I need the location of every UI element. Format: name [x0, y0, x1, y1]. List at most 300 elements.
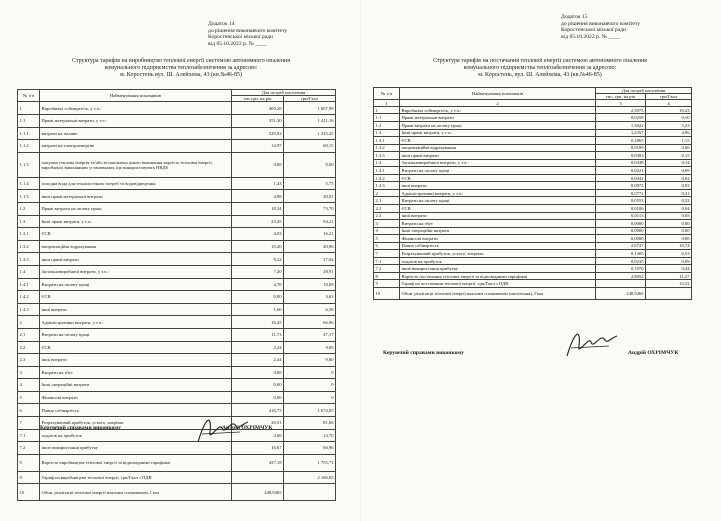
- row-value-annual: 0,00: [232, 152, 284, 177]
- row-name: Загальновиробничі витрати, у т.ч.:: [40, 265, 232, 278]
- row-value-per-gcal: 47,17: [284, 328, 336, 341]
- table-row: [374, 167, 692, 175]
- row-name: витрати на паливо: [40, 127, 232, 140]
- row-value-per-gcal: 40,96: [284, 240, 336, 253]
- row-value-annual: 0,0000: [596, 235, 646, 243]
- title-line: Структура тарифів на виробництво теплової енергії системою автономного опалення: [71, 58, 290, 64]
- row-name: Загальновиробничі витрати, у т.ч.:: [400, 159, 596, 167]
- table-row: [374, 189, 692, 197]
- row-value-annual: 18,34: [232, 202, 284, 215]
- row-value-annual: 1,43: [232, 177, 284, 190]
- row-value-per-gcal: 10,74: [646, 242, 692, 250]
- row-number: 3: [374, 220, 400, 228]
- document-title-left: [20, 58, 342, 80]
- title-line: комунального підприємства теплозабезпечення за адресою:: [463, 65, 617, 72]
- row-number: 1.2: [18, 202, 40, 215]
- row-number: 5: [18, 391, 40, 404]
- header-group: Для потреб населення: [232, 90, 336, 96]
- row-value-per-gcal: 13,52: [646, 280, 692, 288]
- row-value-annual: 20,31: [232, 417, 284, 430]
- table-row: [374, 114, 692, 122]
- row-value-per-gcal: 0: [284, 366, 336, 379]
- table-row: [18, 484, 336, 501]
- table-row: [18, 228, 336, 241]
- table-row: [18, 215, 336, 228]
- row-value-annual: 1,2357: [596, 129, 646, 137]
- row-name: Тариф на постачання теплової енергії, грн/Гкал з ПДВ: [400, 280, 596, 288]
- row-number: 1.3.3: [18, 253, 40, 266]
- row-value-per-gcal: 0,03: [646, 182, 692, 190]
- table-row: [18, 354, 336, 367]
- row-value-per-gcal: 1,15: [646, 137, 692, 145]
- row-name: Адміністративні витрати, у т.ч.:: [40, 316, 232, 329]
- row-value-per-gcal: 3,63: [284, 291, 336, 304]
- table-row: [374, 242, 692, 250]
- row-number: 7.1: [18, 429, 40, 442]
- row-value-per-gcal: 0,00: [646, 227, 692, 235]
- table-row: [374, 272, 692, 280]
- row-name: Обсяг реалізації теплової енергії власним споживачам, Гкал: [40, 484, 232, 501]
- row-number: 1.4: [374, 159, 400, 167]
- annex-line: Коростенської міської ради: [208, 34, 274, 41]
- table-row: [374, 182, 692, 190]
- row-value-annual: 0,0338: [596, 159, 646, 167]
- table-row: [18, 404, 336, 417]
- annex-number: Додаток 14: [208, 21, 235, 27]
- row-number: 7: [374, 250, 400, 258]
- table-row: [18, 190, 336, 203]
- row-value-annual: 0,0106: [596, 205, 646, 213]
- row-value-annual: 0,0000: [596, 227, 646, 235]
- annex-date: від 05.10.2022 р. № ____: [208, 40, 267, 47]
- table-row: [374, 144, 692, 152]
- row-value-per-gcal: 37,04: [284, 253, 336, 266]
- row-value-annual: 2,24: [232, 341, 284, 354]
- title-address: м. Коростень вул. Ш. Алейхема, 43 (кв.№46-85): [119, 72, 243, 79]
- header-col-1: тис. грн. на рік: [596, 94, 646, 100]
- row-number: 7: [18, 417, 40, 430]
- row-value-per-gcal: 0,10: [646, 114, 692, 122]
- row-name: Витрати на збут: [40, 366, 232, 379]
- header-name: Найменування показників: [400, 88, 596, 100]
- table-row: [18, 454, 336, 471]
- column-number: 1: [374, 100, 400, 107]
- row-value-per-gcal: 3,66: [646, 144, 692, 152]
- row-name: інші витрати: [40, 354, 232, 367]
- row-value-annual: 9,22: [232, 253, 284, 266]
- row-name: Витрати на збут: [400, 220, 596, 228]
- row-name: Обсяг реалізації теплової енергії власним споживачам (населення), Гкал: [400, 288, 596, 300]
- row-value-annual: 0,00: [232, 391, 284, 404]
- row-number: 10: [374, 288, 400, 300]
- row-number: 6: [374, 242, 400, 250]
- table-row: [18, 102, 336, 115]
- table-row: [374, 122, 692, 130]
- row-value-per-gcal: 0,09: [646, 167, 692, 175]
- row-value-annual: 437,18: [232, 454, 284, 471]
- row-value-annual: 3,66: [232, 429, 284, 442]
- row-value-per-gcal: 1 325,25: [284, 127, 336, 140]
- row-number: 1.3.3: [374, 152, 400, 160]
- row-value-per-gcal: 5,75: [284, 177, 336, 190]
- row-value-annual: 2,5975: [596, 106, 646, 114]
- row-name: інше використання прибутку: [400, 265, 596, 273]
- annex-header-left: [208, 21, 287, 47]
- row-number: 2.2: [18, 341, 40, 354]
- table-row: [374, 227, 692, 235]
- row-value-annual: 0,0113: [596, 212, 646, 220]
- table-row: [374, 250, 692, 258]
- row-name: ЄСВ: [400, 205, 596, 213]
- row-number: 1.3.2: [18, 240, 40, 253]
- row-value-per-gcal: 0,44: [646, 265, 692, 273]
- row-value-per-gcal: 2 106,85: [284, 471, 336, 484]
- header-col-1: тис.грн. на рік: [232, 96, 284, 102]
- header-num: № з/п: [374, 88, 400, 100]
- row-value-annual: 2,6747: [596, 242, 646, 250]
- row-value-annual: 0,0221: [596, 167, 646, 175]
- row-value-annual: 16,67: [232, 442, 284, 455]
- row-name: інші витрати: [400, 212, 596, 220]
- row-number: 8: [18, 454, 40, 471]
- table-row: [18, 115, 336, 128]
- annex-date: від 05.10.2022 р. № ____: [561, 33, 620, 40]
- row-name: Прямі матеріальні витрати: [400, 114, 596, 122]
- row-value-annual: 1,60: [232, 303, 284, 316]
- row-value-per-gcal: 1 755,71: [284, 454, 336, 471]
- row-value-per-gcal: 10,43: [646, 106, 692, 114]
- table-row: [18, 341, 336, 354]
- row-value-annual: 0,0235: [596, 257, 646, 265]
- row-value-annual: 0,1305: [596, 250, 646, 258]
- row-value-annual: 2,8052: [596, 272, 646, 280]
- row-name: інше використання прибутку: [40, 442, 232, 455]
- row-value-per-gcal: 20,01: [284, 190, 336, 203]
- table-row: [374, 265, 692, 273]
- row-name: Вартість виробництва теплової енергії за відповідними тарифами: [40, 454, 232, 471]
- row-value-per-gcal: 66,06: [284, 316, 336, 329]
- header-name: Найменування показників: [40, 90, 232, 102]
- row-name: витрати на електроенергію: [40, 140, 232, 153]
- row-value-annual: 0,00: [232, 379, 284, 392]
- row-value-annual: 11,73: [232, 328, 284, 341]
- row-number: 1.4.3: [18, 303, 40, 316]
- table-row: [18, 291, 336, 304]
- row-number: 1.1.5: [18, 190, 40, 203]
- header-num: № з/п: [18, 90, 40, 102]
- table-row: [374, 197, 692, 205]
- document-title-right: [379, 58, 701, 80]
- row-number: 1.3: [18, 215, 40, 228]
- row-value-per-gcal: 5,23: [646, 122, 692, 130]
- row-number: 1.3.1: [18, 228, 40, 241]
- row-value-per-gcal: 0,14: [646, 159, 692, 167]
- table-row: [18, 303, 336, 316]
- row-value-annual: 4,70: [232, 278, 284, 291]
- row-name: холодна вода для технологічних потреб та водовідведення: [40, 177, 232, 190]
- row-name: ЄСВ: [40, 228, 232, 241]
- row-value-per-gcal: 0,31: [646, 189, 692, 197]
- row-number: 1.3.2: [374, 144, 400, 152]
- row-number: 2: [374, 189, 400, 197]
- row-name: Фінансові витрати: [400, 235, 596, 243]
- row-value-annual: 0,0258: [596, 114, 646, 122]
- row-number: 2.2: [374, 205, 400, 213]
- row-value-per-gcal: 60,15: [284, 140, 336, 153]
- row-number: 1.4: [18, 265, 40, 278]
- row-name: податок на прибуток: [400, 257, 596, 265]
- row-value-per-gcal: 16,21: [284, 228, 336, 241]
- table-row: [18, 127, 336, 140]
- annex-header-right: [561, 14, 640, 40]
- row-name: Виробнича собівартість, у т.ч.:: [400, 106, 596, 114]
- row-name: інші витрати: [400, 182, 596, 190]
- row-value-annual: 4,98: [232, 190, 284, 203]
- table-row: [374, 220, 692, 228]
- row-number: 1: [374, 106, 400, 114]
- row-number: 9: [374, 280, 400, 288]
- row-name: Повна собівартість: [400, 242, 596, 250]
- row-value-per-gcal: 0,04: [646, 205, 692, 213]
- row-name: Витрати на оплату праці: [400, 197, 596, 205]
- row-number: 1.3.1: [374, 137, 400, 145]
- table-row: [18, 471, 336, 484]
- table-row: [374, 106, 692, 114]
- table-row: [18, 328, 336, 341]
- row-value-annual: 0,00: [232, 366, 284, 379]
- row-number: 7.1: [374, 257, 400, 265]
- header-col-2: грн/Гкал: [284, 96, 336, 102]
- row-name: Виробнича собівартість, у т.ч.:: [40, 102, 232, 115]
- row-number: 1.1.1: [18, 127, 40, 140]
- row-value-per-gcal: 11,27: [646, 272, 692, 280]
- table-row: [18, 177, 336, 190]
- table-row: [374, 212, 692, 220]
- row-name: амортизаційні відрахування: [400, 144, 596, 152]
- row-value-per-gcal: 1 674,05: [284, 404, 336, 417]
- row-name: Вартість постачання теплової енергії за відповідними тарифами: [400, 272, 596, 280]
- row-name: ЄСВ: [40, 291, 232, 304]
- row-number: 1.4.2: [374, 174, 400, 182]
- row-name: ЄСВ: [40, 341, 232, 354]
- table-row: [374, 129, 692, 137]
- row-value-annual: 0,9109: [596, 144, 646, 152]
- row-value-per-gcal: 94,21: [284, 215, 336, 228]
- table-row: [374, 235, 692, 243]
- row-value-per-gcal: 66,96: [284, 442, 336, 455]
- row-number: 5: [374, 235, 400, 243]
- table-row: [18, 429, 336, 442]
- row-value-per-gcal: 9,09: [284, 341, 336, 354]
- table-row: [18, 391, 336, 404]
- row-value-per-gcal: 81,66: [284, 417, 336, 430]
- row-value-per-gcal: 1 411,16: [284, 115, 336, 128]
- table-row: [18, 278, 336, 291]
- title-address: м. Коростень, вул. Ш. Алейхема, 43 (кв.№46-85): [478, 72, 602, 79]
- annex-line: Коростенської міської ради: [561, 27, 627, 34]
- row-number: 3: [18, 366, 40, 379]
- table-row: [18, 202, 336, 215]
- row-name: Інші операційні витрати: [40, 379, 232, 392]
- row-name: Витрати на оплату праці: [400, 167, 596, 175]
- row-number: 1.4.1: [374, 167, 400, 175]
- row-name: Повна собівартість: [40, 404, 232, 417]
- tariff-table-right: [373, 87, 692, 300]
- row-value-annual: 10,20: [232, 240, 284, 253]
- row-value-per-gcal: 0,00: [284, 152, 336, 177]
- row-name: Прямі витрати на оплату праці: [400, 122, 596, 130]
- row-name: Прямі витрати на оплату праці: [40, 202, 232, 215]
- row-name: інші прямі матеріальні витрати: [40, 190, 232, 203]
- row-name: Адміністративні витрати, у т.ч.:: [400, 189, 596, 197]
- row-number: 7.2: [18, 442, 40, 455]
- row-number: 1: [18, 102, 40, 115]
- row-value-annual: 16,45: [232, 316, 284, 329]
- row-value-per-gcal: 0: [284, 391, 336, 404]
- table-row: [18, 316, 336, 329]
- row-number: 4: [18, 379, 40, 392]
- row-number: 4: [374, 227, 400, 235]
- row-name: ЄСВ: [400, 174, 596, 182]
- row-value-per-gcal: [646, 288, 692, 300]
- annex-number: Додаток 15: [561, 14, 588, 20]
- row-value-annual: 0,0383: [596, 152, 646, 160]
- row-number: 2.3: [18, 354, 40, 367]
- row-value-annual: 0,2865: [596, 137, 646, 145]
- row-name: інші прямі витрати: [400, 152, 596, 160]
- table-row: [18, 140, 336, 153]
- column-number: 2: [400, 100, 596, 107]
- row-value-per-gcal: [284, 484, 336, 501]
- handwritten-signature: [561, 326, 621, 360]
- row-name: Прямі матеріальні витрати, у т.ч.:: [40, 115, 232, 128]
- table-row: [374, 257, 692, 265]
- signer-name: Андрій ОХРІМЧУК: [628, 350, 679, 356]
- row-number: 2: [18, 316, 40, 329]
- row-number: 10: [18, 484, 40, 501]
- row-value-per-gcal: 4,96: [646, 129, 692, 137]
- row-value-per-gcal: 28,91: [284, 265, 336, 278]
- table-row: [374, 205, 692, 213]
- row-name: інші прямі витрати: [40, 253, 232, 266]
- signer-name: Андрій ОХРІМЧУК: [222, 425, 273, 431]
- header-group: Для потреб населення: [596, 88, 692, 94]
- row-name: покупна теплова енергія та/або встановлена ціною виконання вартість теплової енергії, виробленої виконанням установками, що використовують НВДЕ: [40, 152, 232, 177]
- row-number: 1.1.3: [18, 152, 40, 177]
- table-row: [18, 265, 336, 278]
- row-number: 1.4.3: [374, 182, 400, 190]
- row-value-per-gcal: 73,70: [284, 202, 336, 215]
- table-row: [374, 174, 692, 182]
- table-row: [374, 137, 692, 145]
- row-value-annual: 1,3022: [596, 122, 646, 130]
- signer-title: Керуючий справами виконкому: [383, 350, 464, 356]
- row-value-annual: 248,9465: [596, 288, 646, 300]
- row-number: 1.1: [374, 114, 400, 122]
- row-name: Фінансові витрати: [40, 391, 232, 404]
- row-name: інші витрати: [40, 303, 232, 316]
- row-number: 6: [18, 404, 40, 417]
- table-row: [374, 159, 692, 167]
- row-value-per-gcal: 0,00: [646, 220, 692, 228]
- row-name: Розрахунковий прибуток, усього, зокрема:: [400, 250, 596, 258]
- row-value-annual: 7,20: [232, 265, 284, 278]
- row-value-per-gcal: 0,22: [646, 197, 692, 205]
- right-document-page: [361, 0, 721, 521]
- table-row: [18, 240, 336, 253]
- row-value-per-gcal: 6,39: [284, 303, 336, 316]
- title-line: Структура тарифів на постачання теплової енергії системою автономного опалення: [433, 58, 647, 64]
- table-row: [18, 442, 336, 455]
- row-value-annual: 329,92: [232, 127, 284, 140]
- annex-line: до рішення виконавчого комітету: [208, 27, 288, 34]
- row-value-per-gcal: 18,89: [284, 278, 336, 291]
- row-value-annual: 351,30: [232, 115, 284, 128]
- row-name: Витрати на оплату праці: [40, 278, 232, 291]
- row-number: 8: [374, 272, 400, 280]
- row-value-annual: 2,44: [232, 354, 284, 367]
- row-number: 1.4.2: [18, 291, 40, 304]
- row-name: Тариф на виробництво теплової енергії, грн/Гкал з ПДВ: [40, 471, 232, 484]
- row-name: амортизаційні відрахування: [40, 240, 232, 253]
- row-value-per-gcal: 0: [284, 379, 336, 392]
- row-number: 1.1: [18, 115, 40, 128]
- row-value-annual: 0,0553: [596, 197, 646, 205]
- row-number: 9: [18, 471, 40, 484]
- row-value-annual: 416,73: [232, 404, 284, 417]
- row-value-annual: 0,0000: [596, 220, 646, 228]
- row-value-per-gcal: 9,80: [284, 354, 336, 367]
- row-value-per-gcal: 0,09: [646, 257, 692, 265]
- row-value-per-gcal: 14,70: [284, 429, 336, 442]
- table-row: [18, 379, 336, 392]
- row-number: 1.4.1: [18, 278, 40, 291]
- row-number: 1.1.2: [18, 140, 40, 153]
- row-value-annual: 23,45: [232, 215, 284, 228]
- row-name: Інші операційні витрати: [400, 227, 596, 235]
- table-row: [18, 152, 336, 177]
- table-row: [374, 288, 692, 300]
- header-col-2: грн/Гкал: [646, 94, 692, 100]
- row-value-per-gcal: 0,00: [646, 235, 692, 243]
- row-value-per-gcal: 0,15: [646, 152, 692, 160]
- row-value-per-gcal: 0,05: [646, 212, 692, 220]
- table-row: [374, 152, 692, 160]
- column-number: 3: [596, 100, 646, 107]
- title-line: комунального підприємства теплозабезпечення за адресою:: [104, 65, 258, 72]
- signer-title: Керуючий справами виконкому: [40, 425, 121, 431]
- table-row: [18, 253, 336, 266]
- row-number: 2.3: [374, 212, 400, 220]
- row-value-annual: 248,9465: [232, 484, 284, 501]
- table-row: [18, 366, 336, 379]
- row-name: Інші прямі витрати, у т.ч.:: [40, 215, 232, 228]
- row-value-annual: 0,0042: [596, 174, 646, 182]
- row-value-annual: [232, 471, 284, 484]
- row-number: 7.2: [374, 265, 400, 273]
- row-value-per-gcal: 1 607,99: [284, 102, 336, 115]
- row-value-annual: 0,0075: [596, 182, 646, 190]
- row-name: Витрати на оплату праці: [40, 328, 232, 341]
- tariff-table-left: [17, 89, 336, 501]
- row-number: 2.1: [374, 197, 400, 205]
- row-number: 2.1: [18, 328, 40, 341]
- table-row: [374, 280, 692, 288]
- left-document-page: [0, 0, 360, 521]
- column-number: 4: [646, 100, 692, 107]
- row-value-annual: [596, 280, 646, 288]
- row-value-annual: 400,20: [232, 102, 284, 115]
